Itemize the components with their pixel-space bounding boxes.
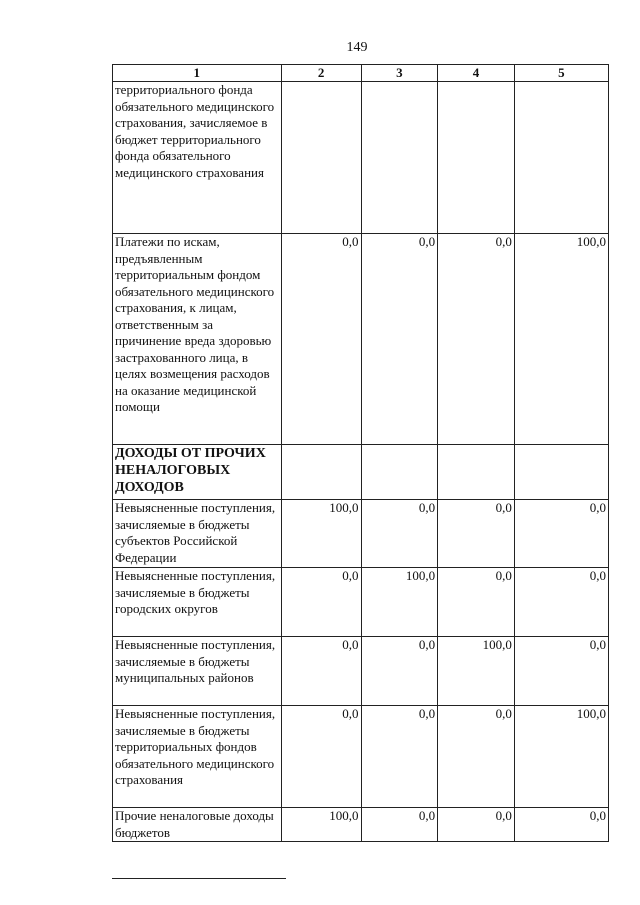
value-col-4 [438, 82, 515, 234]
value-col-3 [361, 82, 438, 234]
value-col-5: 0,0 [514, 500, 608, 568]
value-col-3: 100,0 [361, 568, 438, 637]
table-row [113, 234, 609, 445]
value-col-2: 0,0 [281, 706, 361, 808]
footnote-separator [112, 878, 286, 879]
section-heading: ДОХОДЫ ОТ ПРОЧИХ НЕНАЛОГОВЫХ ДОХОДОВ [113, 445, 282, 500]
value-col-3: 0,0 [361, 808, 438, 842]
row-name: Невыясненные поступления, зачисляемые в бюджеты городских округов [113, 568, 282, 637]
value-col-3: 0,0 [361, 500, 438, 568]
column-header-4: 4 [438, 65, 515, 82]
row-name: Невыясненные поступления, зачисляемые в бюджеты муниципальных районов [113, 637, 282, 706]
row-name: Платежи по искам, предъявленным территориальным фондом обязательного медицинского страхования, к лицам, ответственным за причинение вреда здоровью застрахованного лица, в целях возмещения расходов на оказание медицинской помощи [113, 234, 282, 445]
value-col-2 [281, 82, 361, 234]
value-col-3: 0,0 [361, 637, 438, 706]
value-col-5 [514, 82, 608, 234]
column-header-3: 3 [361, 65, 438, 82]
row-name: территориального фонда обязательного медицинского страхования, зачисляемое в бюджет территориального фонда обязательного медицинского страхования [113, 82, 282, 234]
table-row [113, 637, 609, 706]
section-row [113, 445, 609, 500]
value-col-5: 100,0 [514, 234, 608, 445]
value-col-4: 0,0 [438, 706, 515, 808]
value-col-3: 0,0 [361, 706, 438, 808]
value-col-4: 0,0 [438, 234, 515, 445]
value-col-4: 0,0 [438, 500, 515, 568]
row-name: Невыясненные поступления, зачисляемые в бюджеты субъектов Российской Федерации [113, 500, 282, 568]
table-row [113, 82, 609, 234]
value-col-5: 0,0 [514, 637, 608, 706]
value-col-2: 100,0 [281, 808, 361, 842]
table-row [113, 568, 609, 637]
table-header-row [113, 65, 609, 82]
page-number: 149 [346, 40, 368, 55]
value-col-2: 100,0 [281, 500, 361, 568]
value-col-2: 0,0 [281, 234, 361, 445]
value-col-3: 0,0 [361, 234, 438, 445]
value-col-5: 0,0 [514, 808, 608, 842]
budget-distribution-table [112, 64, 609, 842]
value-col-3 [361, 445, 438, 500]
table-row [113, 706, 609, 808]
value-col-5 [514, 445, 608, 500]
row-name: Прочие неналоговые доходы бюджетов [113, 808, 282, 842]
value-col-5: 100,0 [514, 706, 608, 808]
value-col-4 [438, 445, 515, 500]
value-col-2 [281, 445, 361, 500]
value-col-4: 0,0 [438, 568, 515, 637]
value-col-4: 100,0 [438, 637, 515, 706]
value-col-2: 0,0 [281, 568, 361, 637]
value-col-5: 0,0 [514, 568, 608, 637]
column-header-2: 2 [281, 65, 361, 82]
table-row [113, 500, 609, 568]
value-col-4: 0,0 [438, 808, 515, 842]
row-name: Невыясненные поступления, зачисляемые в бюджеты территориальных фондов обязательного медицинского страхования [113, 706, 282, 808]
value-col-2: 0,0 [281, 637, 361, 706]
table-row [113, 808, 609, 842]
column-header-1: 1 [113, 65, 282, 82]
column-header-5: 5 [514, 65, 608, 82]
